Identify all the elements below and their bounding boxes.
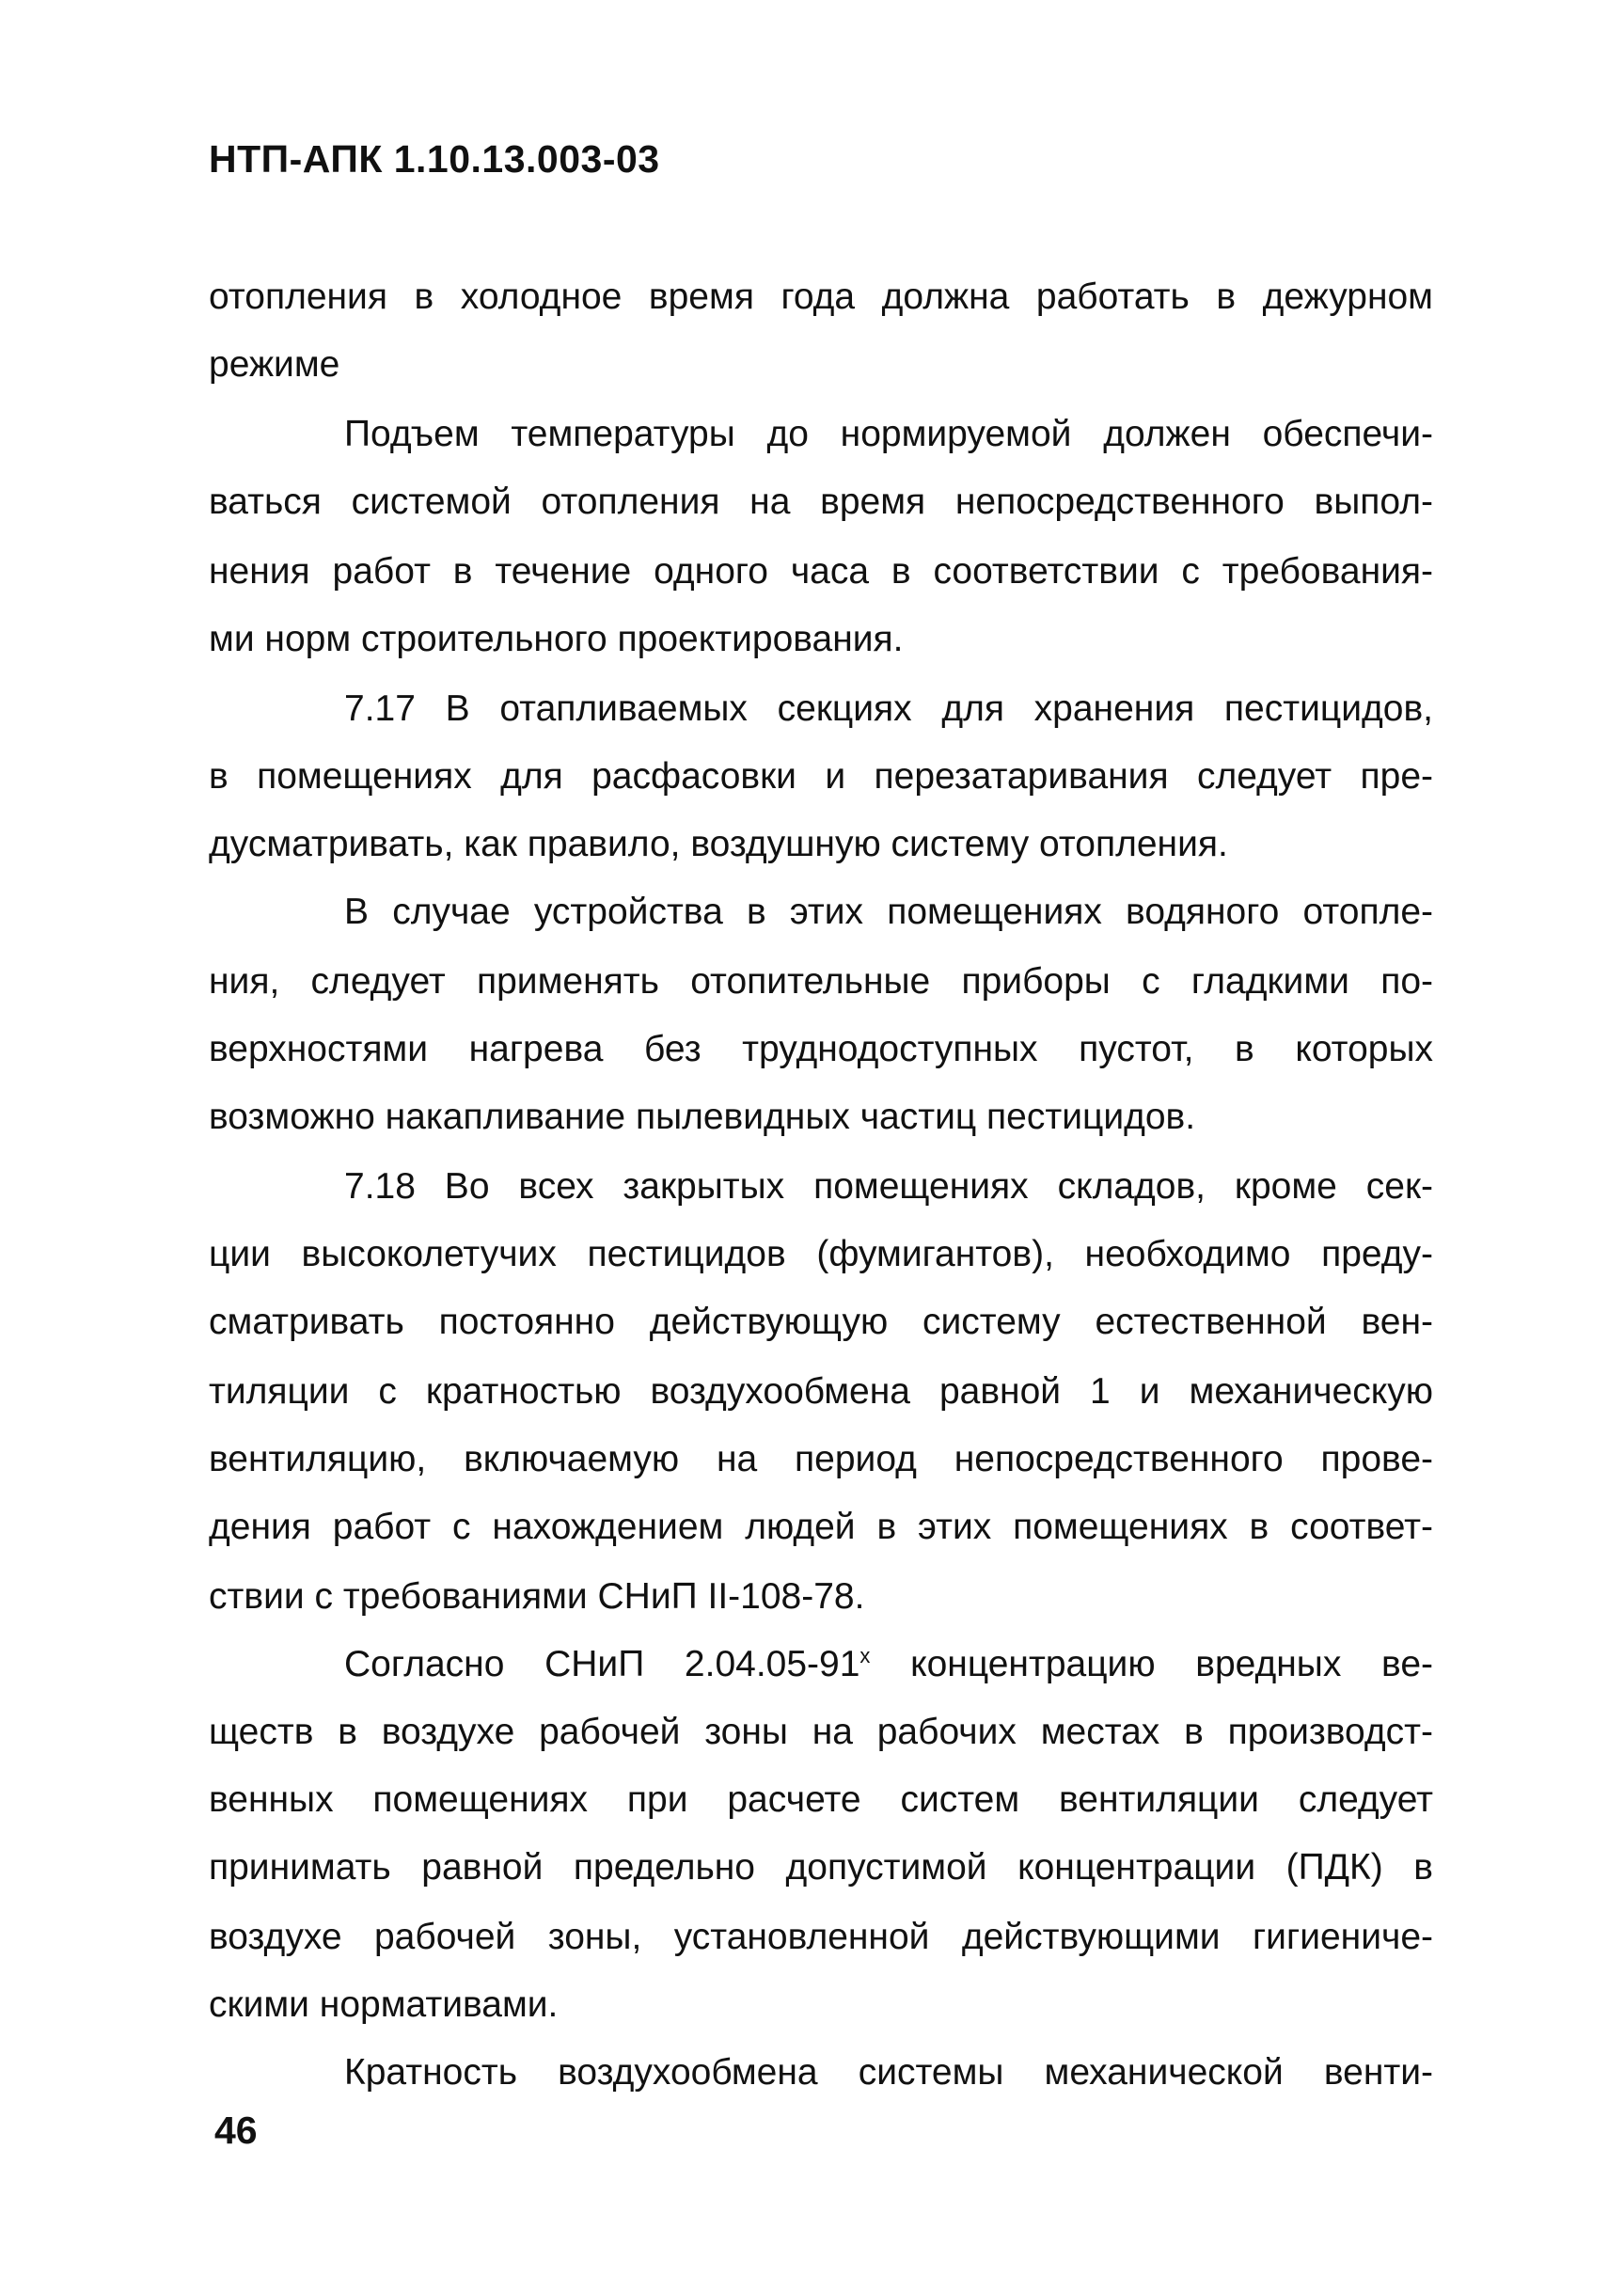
text-line: ствии с требованиями СНиП II-108-78. — [209, 1576, 865, 1617]
text-fragment: концентрацию вредных ве- — [870, 1644, 1433, 1684]
text-line: верхностями нагрева без труднодоступных пустот, в которых — [209, 1029, 1433, 1069]
text-line: Кратность воздухообмена системы механической венти- — [344, 2052, 1433, 2093]
text-line: ции высоколетучих пестицидов (фумигантов), необходимо преду- — [209, 1234, 1433, 1274]
text-line: воздухе рабочей зоны, установленной действующими гигиениче- — [209, 1917, 1433, 1957]
text-line: дусматривать, как правило, воздушную систему отопления. — [209, 824, 1228, 864]
text-line: венных помещениях при расчете систем вентиляции следует — [209, 1779, 1433, 1820]
text-line: режиме — [209, 344, 340, 385]
snip-reference: Согласно СНиП 2.04.05-91 — [344, 1644, 860, 1684]
text-line: ния, следует применять отопительные приборы с гладкими по- — [209, 961, 1433, 1002]
text-line: Подъем температуры до нормируемой должен обеспечи- — [344, 414, 1433, 454]
text-line — [344, 1642, 1433, 1687]
text-line: 7.18 Во всех закрытых помещениях складов, кроме сек- — [344, 1166, 1433, 1207]
page-number: 46 — [214, 2109, 258, 2152]
text-line: тиляции с кратностью воздухообмена равной 1 и механическую — [209, 1371, 1433, 1412]
text-line: вентиляцию, включаемую на период непосредственного прове- — [209, 1439, 1433, 1479]
text-line: скими нормативами. — [209, 1984, 559, 2025]
text-line: ваться системой отопления на время непосредственного выпол- — [209, 482, 1433, 522]
text-line: сматривать постоянно действующую систему естественной вен- — [209, 1302, 1433, 1342]
document-code-header: НТП-АПК 1.10.13.003-03 — [209, 137, 660, 181]
superscript-mark: x — [859, 1644, 871, 1667]
text-line: В случае устройства в этих помещениях водяного отопле- — [344, 892, 1433, 932]
text-line: 7.17 В отапливаемых секциях для хранения пестицидов, — [344, 688, 1433, 729]
text-line: принимать равной предельно допустимой концентрации (ПДК) в — [209, 1847, 1433, 1888]
text-line: ми норм строительного проектирования. — [209, 619, 904, 659]
text-line: ществ в воздухе рабочей зоны на рабочих местах в производст- — [209, 1712, 1433, 1752]
text-line: возможно накапливание пылевидных частиц пестицидов. — [209, 1097, 1196, 1137]
text-line: в помещениях для расфасовки и перезатаривания следует пре- — [209, 756, 1433, 797]
text-line: дения работ с нахождением людей в этих помещениях в соответ- — [209, 1507, 1433, 1547]
text-line: отопления в холодное время года должна работать в дежурном — [209, 276, 1433, 317]
text-line: нения работ в течение одного часа в соответствии с требования- — [209, 551, 1433, 592]
